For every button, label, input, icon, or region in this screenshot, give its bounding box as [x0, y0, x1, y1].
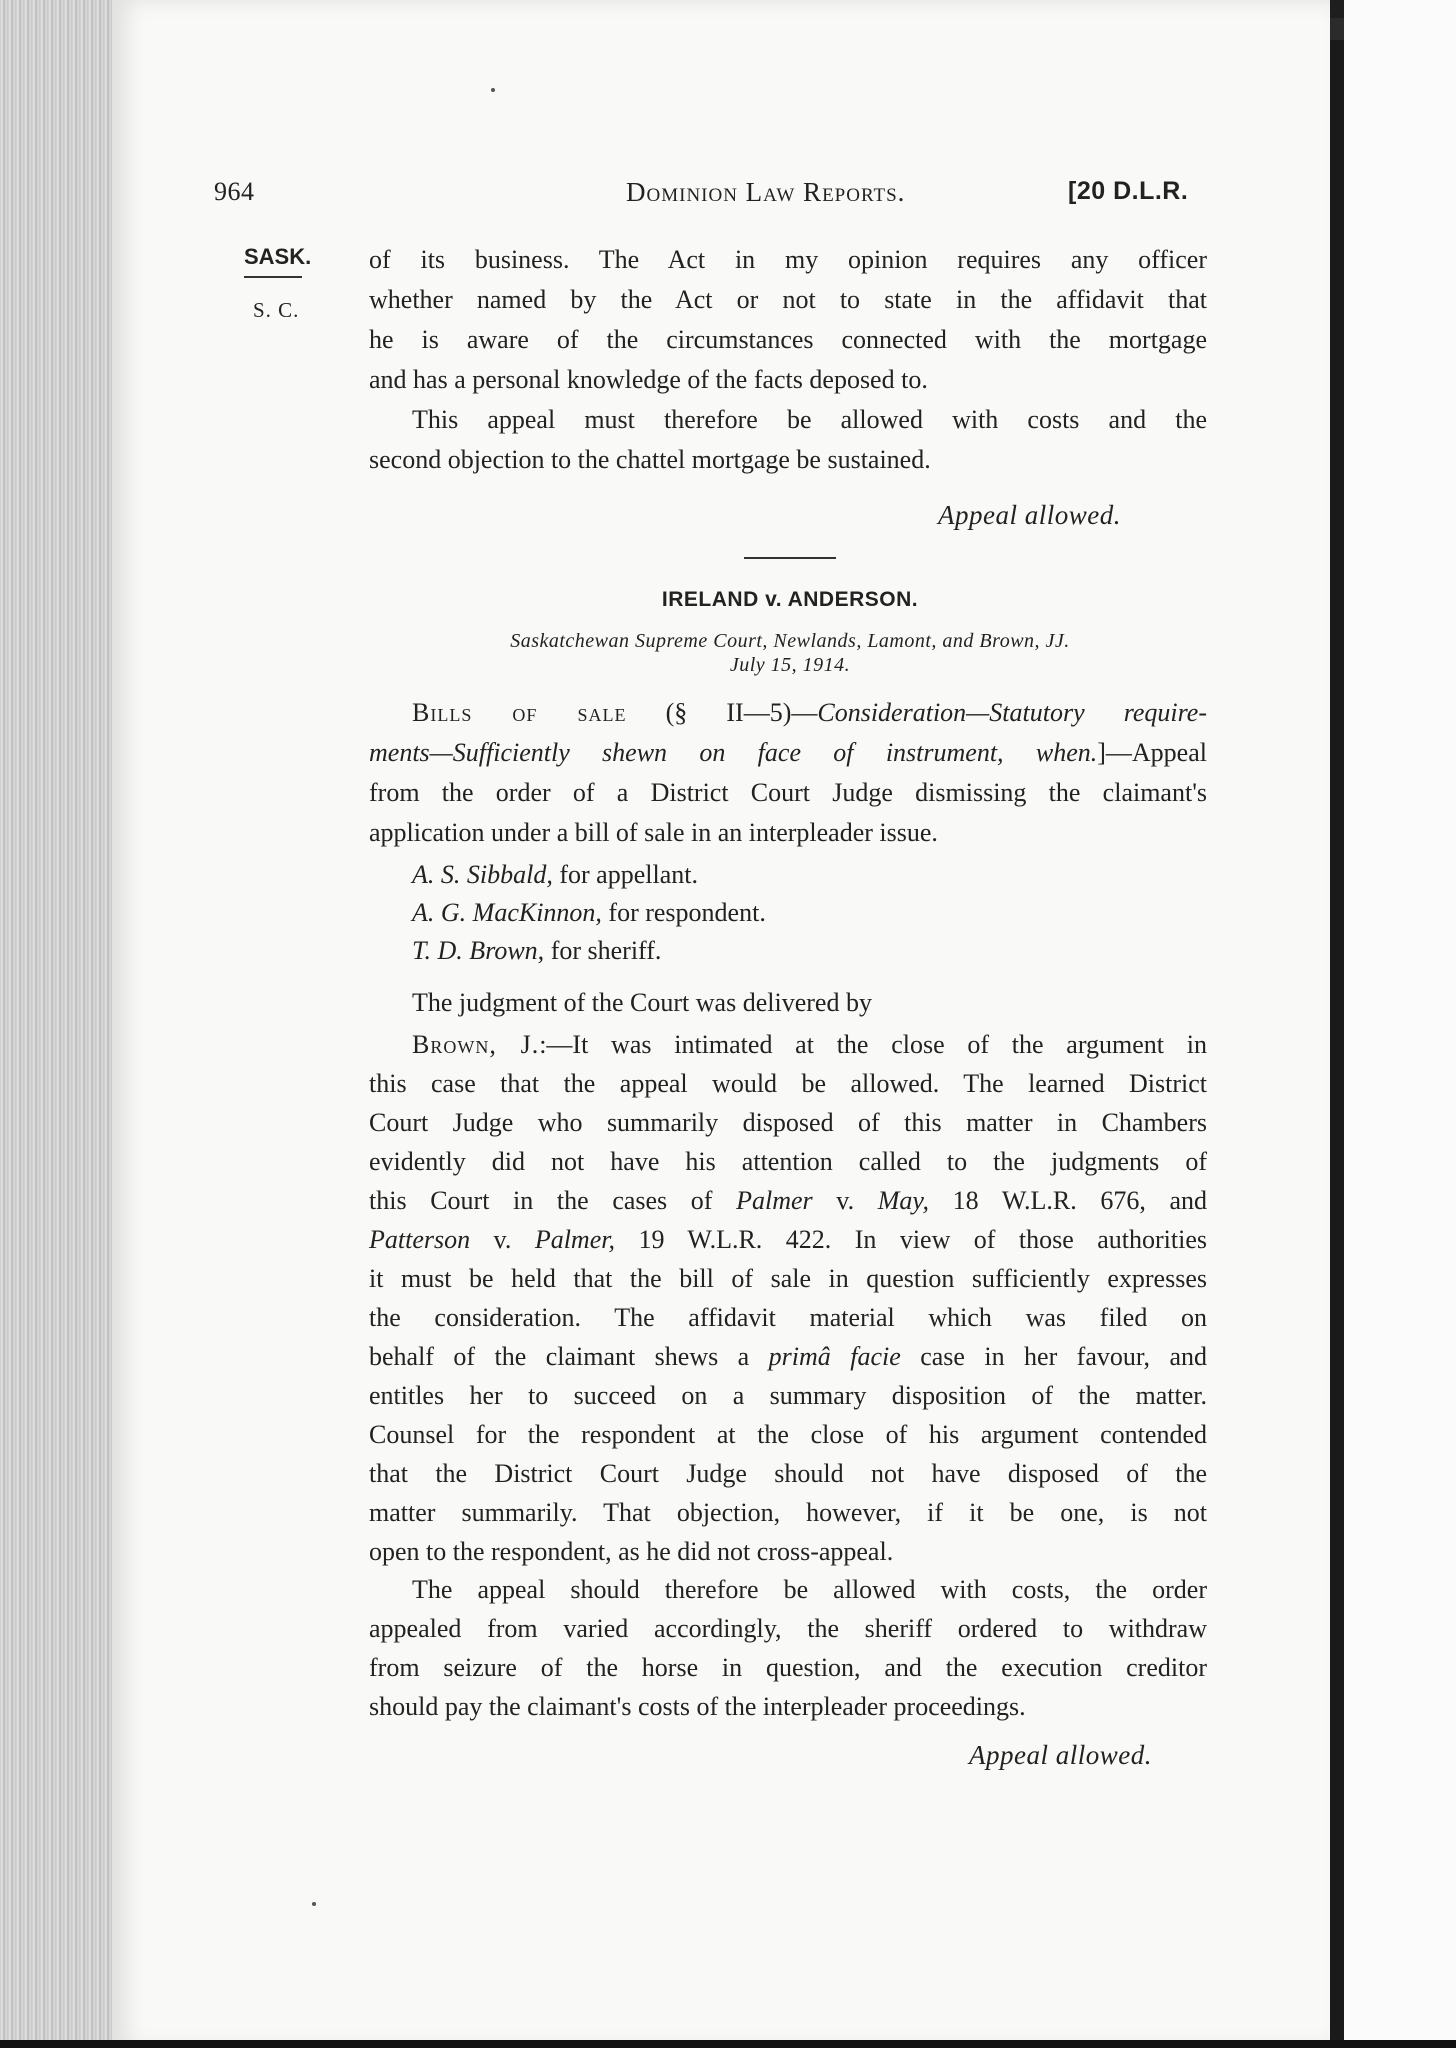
judgment-line: The appeal should therefore be allowed with costs, the order: [412, 1575, 1207, 1604]
text-line: This appeal must therefore be allowed with costs and the: [412, 405, 1207, 434]
scan-speck: [312, 1902, 316, 1906]
facing-page: [1344, 0, 1456, 2048]
judgment-line: Counsel for the respondent at the close of his argument contended: [369, 1420, 1207, 1449]
previous-case-result: Appeal allowed.: [938, 500, 1121, 530]
text-line: second objection to the chattel mortgage be sustained.: [369, 445, 931, 474]
counsel-respondent: A. G. MacKinnon, for respondent.: [412, 898, 766, 927]
scan-speck: [491, 88, 495, 92]
judgment-line: Patterson v. Palmer, 19 W.L.R. 422. In view of those authorities: [369, 1225, 1207, 1254]
counsel-sheriff: T. D. Brown, for sheriff.: [412, 936, 662, 965]
judgment-line: it must be held that the bill of sale in question sufficiently expresses: [369, 1264, 1207, 1293]
judgment-line: entitles her to succeed on a summary disposition of the matter.: [369, 1381, 1207, 1410]
court-line: Saskatchewan Supreme Court, Newlands, Lamont, and Brown, JJ.: [510, 630, 1070, 652]
page-number: 964: [214, 177, 255, 206]
margin-court: S. C.: [253, 298, 300, 322]
case-divider: [744, 557, 836, 559]
counsel-appellant: A. S. Sibbald, for appellant.: [412, 860, 698, 889]
text-line: whether named by the Act or not to state in the affidavit that: [369, 285, 1207, 314]
judgment-line: that the District Court Judge should not have disposed of the: [369, 1459, 1207, 1488]
judgment-line: this case that the appeal would be allowed. The learned District: [369, 1069, 1207, 1098]
judgment-line: appealed from varied accordingly, the sheriff ordered to withdraw: [369, 1614, 1207, 1643]
judge-name: Brown, J.: [412, 1030, 540, 1059]
judgment-line: should pay the claimant's costs of the interpleader proceedings.: [369, 1692, 1026, 1721]
headnote-line: Bills of sale (§ II—5)—Consideration—Statutory require-: [412, 698, 1207, 727]
text-line: and has a personal knowledge of the facts deposed to.: [369, 365, 928, 394]
running-title: Dominion Law Reports.: [626, 177, 906, 207]
judgment-line: Court Judge who summarily disposed of this matter in Chambers: [369, 1108, 1207, 1137]
judgment-line: behalf of the claimant shews a primâ facie case in her favour, and: [369, 1342, 1207, 1371]
headnote-line: ments—Sufficiently shewn on face of instrument, when.]—Appeal: [369, 738, 1207, 767]
book-page-edges: [0, 0, 112, 2048]
text-line: of its business. The Act in my opinion requires any officer: [369, 245, 1207, 274]
margin-jurisdiction: SASK.: [244, 244, 302, 278]
book-spine: [1330, 40, 1344, 2048]
judgment-line: open to the respondent, as he did not cross-appeal.: [369, 1537, 894, 1566]
headnote-topic: Bills of sale: [412, 698, 627, 727]
decision-date: July 15, 1914.: [729, 654, 851, 676]
judgment-line: Brown, J.:—It was intimated at the close of the argument in: [412, 1030, 1207, 1059]
judgment-line: evidently did not have his attention called to the judgments of: [369, 1147, 1207, 1176]
volume-reference: [20 D.L.R.: [1068, 177, 1189, 205]
headnote-line: from the order of a District Court Judge dismissing the claimant's: [369, 778, 1207, 807]
judgment-intro: The judgment of the Court was delivered by: [412, 988, 872, 1017]
case-title: IRELAND v. ANDERSON.: [661, 588, 919, 611]
headnote-line: application under a bill of sale in an interpleader issue.: [369, 818, 938, 847]
case-result: Appeal allowed.: [969, 1740, 1152, 1770]
judgment-line: from seizure of the horse in question, and the execution creditor: [369, 1653, 1207, 1682]
judgment-line: this Court in the cases of Palmer v. May, 18 W.L.R. 676, and: [369, 1186, 1208, 1215]
judgment-line: the consideration. The affidavit material which was filed on: [369, 1303, 1207, 1332]
judgment-line: matter summarily. That objection, however, if it be one, is not: [369, 1498, 1207, 1527]
text-line: he is aware of the circumstances connected with the mortgage: [369, 325, 1207, 354]
scan-bottom-edge: [0, 2040, 1456, 2048]
